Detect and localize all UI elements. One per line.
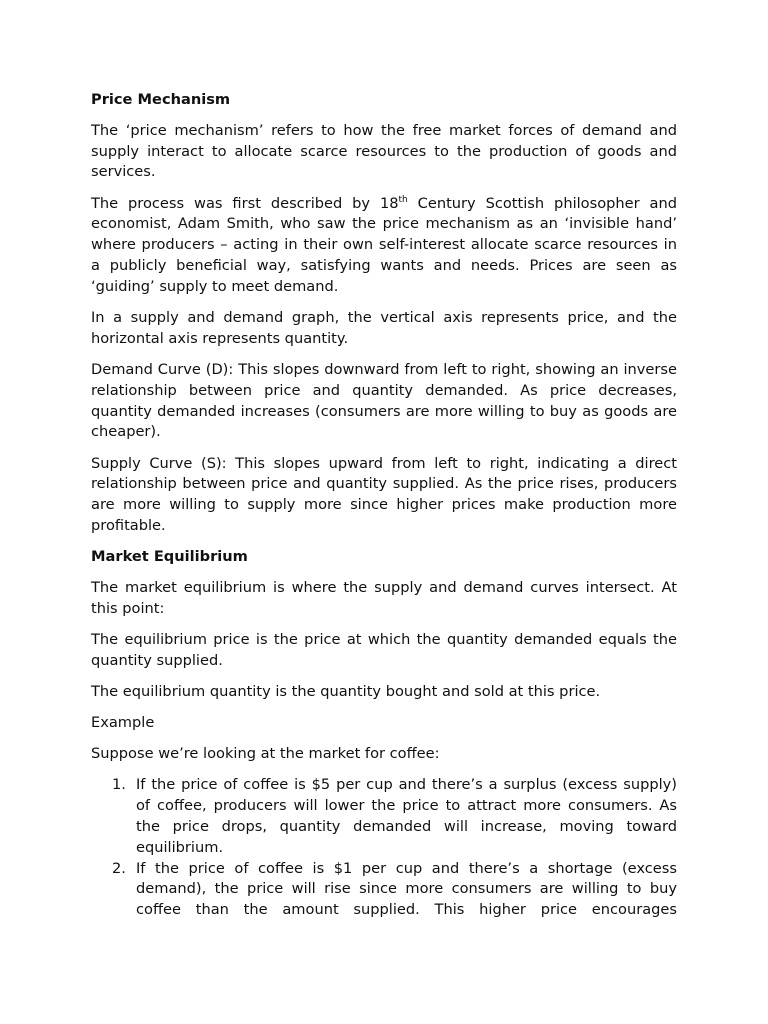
example-label: Example — [91, 714, 155, 732]
paragraph-equilibrium-definition: The market equilibrium is where the supply and demand curves intersect. At this point: — [91, 578, 677, 617]
list-item-number: 1. — [112, 776, 126, 794]
list-item-text: If the price of coffee is $1 per cup and there’s a shortage (excess demand), the price will rise since more consumers are willing to buy coffee than the amount supplied. This higher price encourages — [136, 859, 677, 919]
heading-price-mechanism: Price Mechanism — [91, 91, 231, 108]
paragraph-adam-smith-start: The process was first described by 18 — [91, 194, 399, 212]
list-item-number: 2. — [112, 859, 126, 877]
list-item — [91, 859, 677, 921]
paragraph-demand-curve: Demand Curve (D): This slopes downward from left to right, showing an inverse relationship between price and quantity demanded. As price decreases, quantity demanded increases (consumers are more willing to buy as goods are cheaper). — [91, 360, 677, 441]
example-intro: Suppose we’re looking at the market for coffee: — [91, 745, 440, 763]
list-item — [91, 775, 677, 858]
paragraph-equilibrium-price: The equilibrium price is the price at which the quantity demanded equals the quantity supplied. — [91, 630, 677, 669]
paragraph-price-mechanism-definition: The ‘price mechanism’ refers to how the free market forces of demand and supply interact to allocate scarce resources to the production of goods and services. — [91, 121, 677, 181]
list-item-text: If the price of coffee is $5 per cup and there’s a surplus (excess supply) of coffee, producers will lower the price to attract more consumers. As the price drops, quantity demanded will increase, moving toward equilibrium. — [136, 776, 677, 856]
paragraph-equilibrium-quantity: The equilibrium quantity is the quantity bought and sold at this price. — [91, 682, 601, 700]
paragraph-graph-axes: In a supply and demand graph, the vertical axis represents price, and the horizontal axis represents quantity. — [91, 308, 677, 347]
ordinal-superscript: th — [398, 194, 408, 205]
heading-market-equilibrium: Market Equilibrium — [91, 548, 248, 566]
paragraph-supply-curve: Supply Curve (S): This slopes upward from left to right, indicating a direct relationship between price and quantity supplied. As the price rises, producers are more willing to supply more since higher prices make production more profitable. — [91, 454, 677, 534]
paragraph-adam-smith — [91, 194, 677, 298]
document-page — [91, 90, 677, 921]
example-list — [91, 775, 677, 921]
paragraph-adam-smith-rest: Century Scottish philosopher and economist, Adam Smith, who saw the price mechanism as an ‘invisible hand’ where producers – acting in their own self-interest allocate scarce resources in a publicly beneficial way, satisfying wants and needs. Prices are seen as ‘guiding’ supply to meet demand. — [91, 194, 677, 295]
